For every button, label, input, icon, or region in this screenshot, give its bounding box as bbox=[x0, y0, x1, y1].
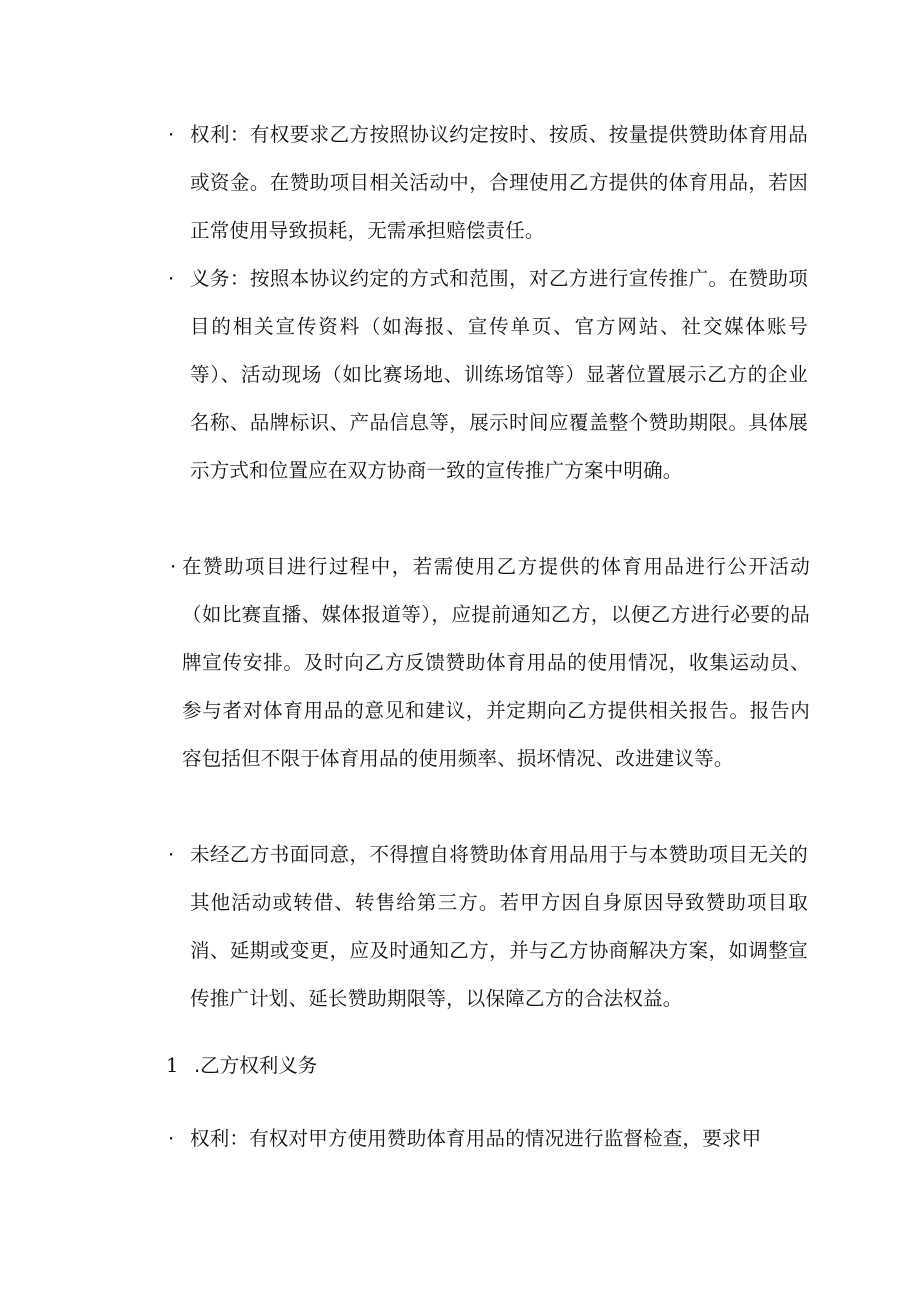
paragraph-usage-notice bbox=[170, 543, 810, 783]
paragraph-text: 权利：有权对甲方使用赞助体育用品的情况进行监督检查，要求甲 bbox=[190, 1127, 762, 1150]
section-heading bbox=[166, 1042, 317, 1090]
paragraph-text: 未经乙方书面同意，不得擅自将赞助体育用品用于与本赞助项目无关的其他活动或转借、转售给第三方。若甲方因自身原因导致赞助项目取消、延期或变更，应及时通知乙方，并与乙方协商解决方案，如调整宣传推广计划、延长赞助期限等，以保障乙方的合法权益。 bbox=[190, 843, 808, 1010]
paragraph-no-transfer bbox=[168, 831, 808, 1023]
paragraph-text: 在赞助项目进行过程中，若需使用乙方提供的体育用品进行公开活动（如比赛直播、媒体报道等），应提前通知乙方，以便乙方进行必要的品牌宣传安排。及时向乙方反馈赞助体育用品的使用情况，收集运动员、参与者对体育用品的意见和建议，并定期向乙方提供相关报告。报告内容包括但不限于体育用品的使用频率、损坏情况、改进建议等。 bbox=[182, 555, 810, 770]
bullet-icon: · bbox=[168, 1127, 175, 1150]
paragraph-party-b-rights bbox=[168, 1115, 808, 1163]
paragraph-text: 义务：按照本协议约定的方式和范围，对乙方进行宣传推广。在赞助项目的相关宣传资料（如海报、宣传单页、官方网站、社交媒体账号等）、活动现场（如比赛场地、训练场馆等）显著位置展示乙方的企业名称、品牌标识、产品信息等，展示时间应覆盖整个赞助期限。具体展示方式和位置应在双方协商一致的宣传推广方案中明确。 bbox=[190, 267, 808, 482]
paragraph-party-a-rights bbox=[168, 111, 808, 255]
heading-number: 1 bbox=[166, 1054, 179, 1077]
paragraph-text: 权利：有权要求乙方按照协议约定按时、按质、按量提供赞助体育用品或资金。在赞助项目相关活动中，合理使用乙方提供的体育用品，若因正常使用导致损耗，无需承担赔偿责任。 bbox=[190, 123, 808, 242]
bullet-icon: · bbox=[168, 267, 175, 290]
bullet-icon: · bbox=[170, 555, 177, 578]
bullet-icon: · bbox=[168, 123, 175, 146]
bullet-icon: · bbox=[168, 843, 175, 866]
heading-title: .乙方权利义务 bbox=[194, 1054, 318, 1077]
paragraph-party-a-obligations bbox=[168, 255, 808, 495]
